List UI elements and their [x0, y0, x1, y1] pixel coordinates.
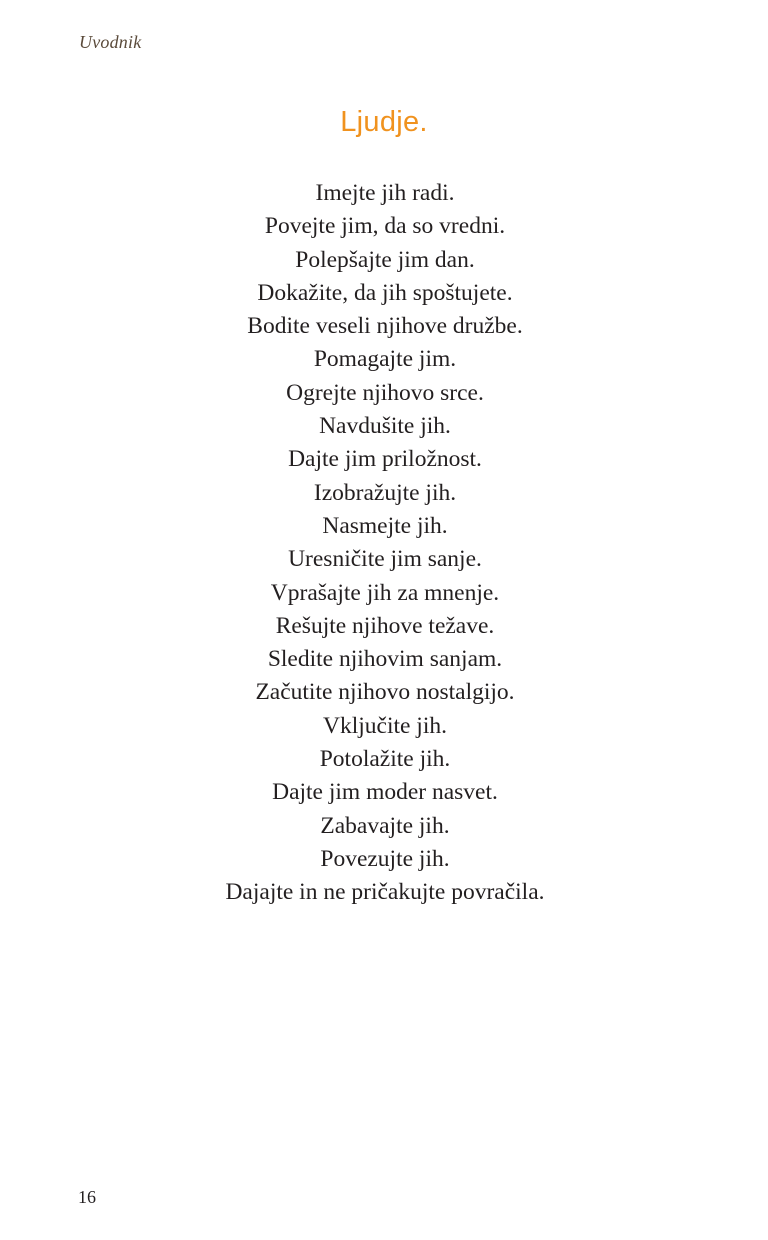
- poem-line: Dajte jim priložnost.: [288, 446, 482, 473]
- poem-line: Začutite njihovo nostalgijo.: [255, 679, 515, 706]
- poem-line: Zabavajte jih.: [320, 812, 450, 839]
- poem-line: Navdušite jih.: [319, 413, 451, 440]
- running-head: Uvodnik: [79, 32, 142, 52]
- poem-line: Dajte jim moder nasvet.: [272, 779, 498, 806]
- poem-line: Polepšajte jim dan.: [295, 246, 475, 273]
- poem-line: Pomagajte jim.: [313, 346, 457, 373]
- poem-line: Imejte jih radi.: [315, 180, 455, 206]
- poem-line: Povejte jim, da so vredni.: [264, 213, 506, 240]
- poem-line: Vprašajte jih za mnenje.: [270, 579, 500, 606]
- poem-line: Nasmejte jih.: [322, 512, 448, 539]
- poem-line: Dokažite, da jih spoštujete.: [257, 279, 513, 306]
- poem-line: Povezujte jih.: [320, 845, 450, 872]
- page-number: 16: [78, 1187, 96, 1207]
- poem-line: Sledite njihovim sanjam.: [267, 646, 503, 673]
- poem-line: Vključite jih.: [322, 712, 447, 739]
- poem-line: Uresničite jim sanje.: [288, 546, 482, 573]
- page-title: Ljudje.: [340, 106, 428, 138]
- poem-line: Ogrejte njihovo srce.: [286, 379, 484, 406]
- poem-line: Izobražujte jih.: [313, 479, 457, 506]
- poem-line: Rešujte njihove težave.: [275, 612, 495, 639]
- poem-line: Dajajte in ne pričakujte povračila.: [225, 879, 545, 906]
- poem-line: Bodite veseli njihove družbe.: [247, 313, 523, 340]
- poem: [0, 177, 768, 910]
- poem-line: Potolažite jih.: [319, 746, 451, 773]
